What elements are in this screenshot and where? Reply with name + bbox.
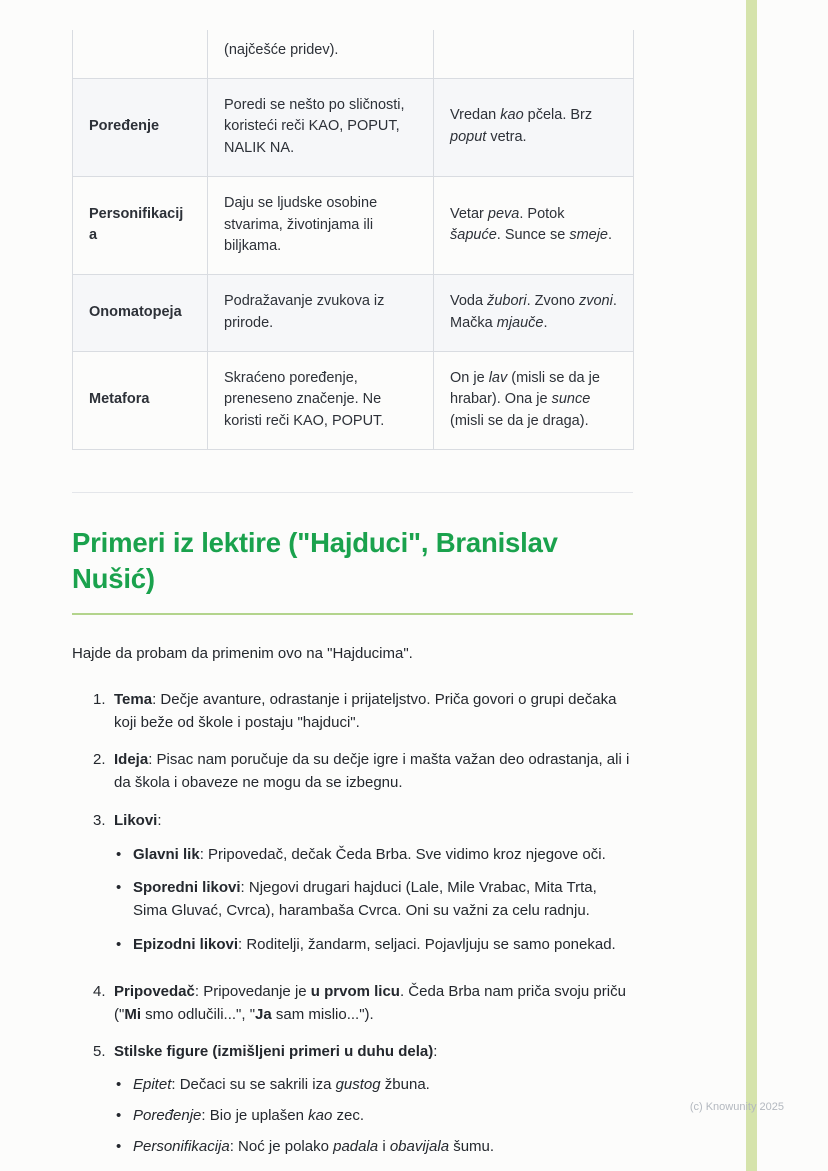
term-cell: Poređenje	[73, 78, 208, 176]
sub-list-item	[116, 1135, 633, 1158]
sub-list-item-text: Sporedni likovi: Njegovi drugari hajduci (Lale, Mile Vrabac, Mita Trta, Sima Gluvać, Cvrca), harambaša Cvrca. Oni su važni za celu radnju.	[133, 879, 597, 920]
list-item-number: 1.	[93, 690, 106, 708]
list-item-body	[114, 809, 633, 966]
definition-cell: (najčešće pridev).	[208, 30, 434, 78]
definition-cell: Podražavanje zvukova iz prirode.	[208, 275, 434, 352]
sub-list-item-text: Glavni lik: Pripovedač, dečak Čeda Brba. Sve vidimo kroz njegove oči.	[133, 845, 606, 863]
term-cell: Metafora	[73, 351, 208, 449]
example-cell: Vredan kao pčela. Brz poput vetra.	[434, 78, 634, 176]
list-item-number: 3.	[93, 811, 106, 829]
list-item-text: Stilske figure (izmišljeni primeri u duhu dela):	[114, 1043, 438, 1061]
sub-list-item	[116, 933, 633, 956]
table-row	[73, 30, 634, 78]
list-item	[93, 1040, 633, 1166]
list-item-body	[114, 980, 633, 1027]
definition-cell: Skraćeno poređenje, preneseno značenje. Ne koristi reči KAO, POPUT.	[208, 351, 434, 449]
document-content	[72, 30, 633, 1171]
term-cell	[73, 30, 208, 78]
list-item	[93, 688, 633, 735]
watermark: (c) Knowunity 2025	[689, 1101, 784, 1113]
term-cell: Onomatopeja	[73, 275, 208, 352]
example-cell: Vetar peva. Potok šapuće. Sunce se smeje.	[434, 176, 634, 274]
bullet-icon	[116, 1104, 133, 1127]
definition-cell: Poredi se nešto po sličnosti, koristeći reči KAO, POPUT, NALIK NA.	[208, 78, 434, 176]
sub-list	[114, 843, 633, 956]
sub-list	[114, 1073, 633, 1159]
example-cell	[434, 30, 634, 78]
sub-list-item	[116, 843, 633, 866]
list-item-text: Likovi:	[114, 811, 162, 829]
sub-list-item-text: Epizodni likovi: Roditelji, žandarm, seljaci. Pojavljuju se samo ponekad.	[133, 935, 616, 953]
section-title-rule	[72, 613, 633, 615]
list-item-number: 2.	[93, 751, 106, 769]
bullet-icon	[116, 933, 133, 956]
list-item-number: 4.	[93, 982, 106, 1000]
list-item-text: Pripovedač: Pripovedanje je u prvom licu. Čeda Brba nam priča svoju priču ("Mi smo odlučili...", "Ja sam mislio...").	[114, 982, 626, 1024]
list-item	[93, 748, 633, 795]
sub-list-item	[116, 1104, 633, 1127]
list-item-body	[114, 748, 633, 795]
table-row	[73, 351, 634, 449]
sub-list-item	[116, 1073, 633, 1096]
bullet-icon	[116, 1135, 133, 1158]
accent-stripe	[746, 0, 757, 1171]
list-item	[93, 980, 633, 1027]
bullet-icon	[116, 843, 133, 866]
intro-paragraph: Hajde da probam da primenim ovo na "Hajducima".	[72, 645, 413, 663]
bullet-icon	[116, 1073, 133, 1096]
table-row	[73, 78, 634, 176]
section-divider	[72, 492, 633, 493]
list-item-body	[114, 1040, 633, 1166]
sub-list-item-text: Personifikacija: Noć je polako padala i obavijala šumu.	[133, 1138, 495, 1156]
table-row	[73, 275, 634, 352]
example-cell: On je lav (misli se da je hrabar). Ona je sunce (misli se da je draga).	[434, 351, 634, 449]
table-row	[73, 176, 634, 274]
term-cell: Personifikacija	[73, 176, 208, 274]
section-title: Primeri iz lektire ("Hajduci", Branislav Nušić)	[72, 526, 558, 595]
list-item-text: Ideja: Pisac nam poručuje da su dečje igre i mašta važan deo odrastanja, ali i da škola i obaveze ne mogu da se izbegnu.	[114, 751, 630, 792]
definition-cell: Daju se ljudske osobine stvarima, životinjama ili biljkama.	[208, 176, 434, 274]
example-cell: Voda žubori. Zvono zvoni. Mačka mjauče.	[434, 275, 634, 352]
sub-list-item-text: Poređenje: Bio je uplašen kao zec.	[133, 1106, 365, 1124]
stylistic-figures-table	[72, 30, 634, 450]
sub-list-item	[116, 876, 633, 923]
list-item-body	[114, 688, 633, 735]
bullet-icon	[116, 876, 133, 923]
list-item-text: Tema: Dečje avanture, odrastanje i prijateljstvo. Priča govori o grupi dečaka koji beže od škole i postaju "hajduci".	[114, 690, 617, 731]
analysis-list	[72, 688, 633, 1167]
sub-list-item-text: Epitet: Dečaci su se sakrili iza gustog žbuna.	[133, 1075, 430, 1093]
list-item	[93, 809, 633, 966]
list-item-number: 5.	[93, 1043, 106, 1061]
